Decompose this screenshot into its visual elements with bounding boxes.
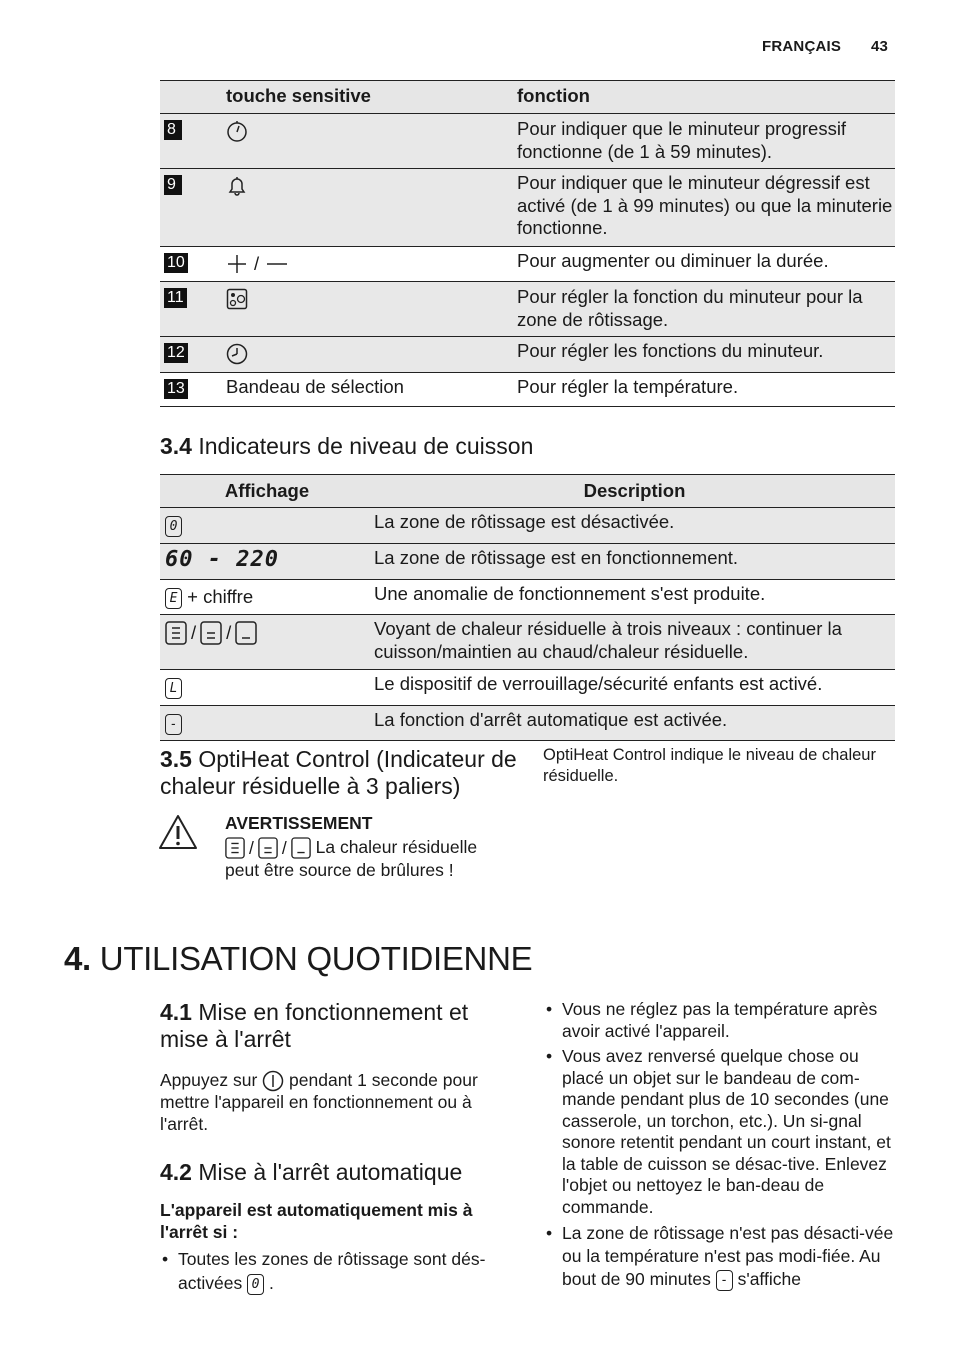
table-row	[160, 337, 895, 373]
residual-heat-icons: / /	[165, 621, 257, 645]
display-symbol: E	[165, 588, 182, 609]
section-3-5-text: OptiHeat Control indique le niveau de chaleur résiduelle.	[543, 746, 876, 785]
row-number: 12	[164, 343, 188, 363]
page-number: 43	[871, 38, 889, 55]
row-description: Voyant de chaleur résiduelle à trois niveaux : continuer la cuisson/maintien au chaud/chaleur résiduelle.	[374, 618, 842, 662]
list-item: • Vous ne réglez pas la température après avoir activé l'appareil.	[544, 999, 894, 1042]
chapter-title: UTILISATION QUOTIDIENNE	[99, 940, 533, 977]
stopwatch-icon	[226, 120, 517, 142]
power-button-icon	[262, 1070, 284, 1092]
section-title: OptiHeat Control (Indicateur de chaleur résiduelle à 3 paliers)	[160, 746, 517, 799]
section-title: Indicateurs de niveau de cuisson	[198, 433, 534, 459]
table-row	[160, 373, 895, 407]
display-symbol: -	[165, 714, 182, 735]
chapter-4-heading	[64, 940, 532, 978]
header-description: Description	[583, 480, 686, 501]
section-3-5-heading	[160, 746, 520, 800]
list-item: • La zone de rôtissage n'est pas désacti-vée ou la température n'est pas modi-fiée. Au bout de 90 minutes - s'affiche	[544, 1222, 894, 1291]
section-4-2-list	[160, 1247, 515, 1295]
table-row	[160, 247, 895, 282]
table-row	[160, 169, 895, 247]
warning-body	[225, 836, 515, 881]
row-number: 10	[164, 253, 188, 273]
chapter-number: 4.	[64, 940, 91, 977]
table-row	[160, 670, 895, 706]
row-description: La fonction d'arrêt automatique est activée.	[374, 709, 728, 730]
display-extra: + chiffre	[187, 586, 254, 607]
header-affichage: Affichage	[224, 480, 310, 501]
section-4-1-heading	[160, 999, 520, 1053]
table-header-row	[160, 475, 895, 508]
list-item: • Vous avez renversé quelque chose ou placé un objet sur le bandeau de com-mande pendant plus de 10 secondes (une casserole, un torchon, etc.). Un si-gnal sonore retentit pendant un court instant, et la table de cuisson se désac-tive. Enlevez l'objet ou nettoyez le ban-deau de commande.	[544, 1046, 894, 1218]
header-language: FRANÇAIS	[762, 38, 842, 55]
table-row	[160, 615, 895, 670]
row-function: Pour augmenter ou diminuer la durée.	[517, 250, 829, 271]
row-key-text: Bandeau de sélection	[226, 376, 404, 397]
table-row	[160, 544, 895, 580]
display-zero-icon: 0	[247, 1274, 264, 1295]
header-empty	[160, 81, 226, 114]
row-description: Le dispositif de verrouillage/sécurité enfants est activé.	[374, 673, 823, 694]
plus-minus-icon	[226, 253, 289, 275]
section-title: Mise en fonctionnement et mise à l'arrêt	[160, 999, 469, 1052]
table-row	[160, 706, 895, 741]
section-3-4-heading	[160, 433, 533, 460]
warning-triangle-icon	[158, 814, 198, 850]
section-number: 3.4	[160, 433, 192, 459]
bell-icon	[226, 175, 517, 197]
row-function: Pour indiquer que le minuteur progressif fonctionne (de 1 à 59 minutes).	[517, 118, 847, 162]
row-description: La zone de rôtissage est en fonctionnement.	[374, 547, 739, 568]
table-header-row	[160, 81, 895, 114]
section-title: Mise à l'arrêt automatique	[198, 1159, 463, 1185]
row-function: Pour régler la température.	[517, 376, 739, 397]
row-function: Pour régler la fonction du minuteur pour la zone de rôtissage.	[517, 286, 863, 330]
row-description: Une anomalie de fonctionnement s'est produite.	[374, 583, 766, 604]
row-number: 8	[164, 120, 182, 140]
row-description: La zone de rôtissage est désactivée.	[374, 511, 675, 532]
display-dash-icon: -	[716, 1270, 733, 1291]
display-symbol: 60 - 220	[165, 547, 279, 572]
clock-icon	[226, 343, 517, 365]
table-row	[160, 580, 895, 615]
table-row	[160, 114, 895, 169]
table-touches	[160, 80, 895, 407]
row-function: Pour régler les fonctions du minuteur.	[517, 340, 824, 361]
section-4-2-heading	[160, 1159, 462, 1186]
header-fonction: fonction	[517, 85, 590, 106]
table-indicateurs	[160, 474, 895, 741]
section-number: 4.1	[160, 999, 192, 1025]
header-touche: touche sensitive	[226, 85, 371, 106]
section-4-2-lead: L'appareil est automatiquement mis à l'arrêt si :	[160, 1200, 473, 1242]
separator-text: /	[254, 253, 260, 274]
warning-title: AVERTISSEMENT	[225, 813, 373, 833]
table-row	[160, 508, 895, 544]
section-number: 3.5	[160, 746, 192, 772]
display-symbol: 0	[165, 516, 182, 537]
display-symbol: L	[165, 678, 182, 699]
section-4-1-text: Appuyez sur pendant 1 seconde pour mettre l'appareil en fonctionnement ou à l'arrêt.	[160, 1070, 478, 1134]
table-row	[160, 282, 895, 337]
list-item: • Toutes les zones de rôtissage sont dés-activées 0 .	[160, 1247, 515, 1295]
section-number: 4.2	[160, 1159, 192, 1185]
zone-timer-icon	[226, 288, 517, 310]
warning-text: La chaleur résiduelle peut être source de brûlures !	[225, 837, 478, 881]
row-number: 11	[164, 288, 187, 308]
row-function: Pour indiquer que le minuteur dégressif est activé (de 1 à 99 minutes) ou que la minuterie fonctionne.	[517, 172, 893, 238]
right-column-list	[544, 999, 894, 1291]
row-number: 9	[164, 175, 182, 195]
residual-heat-icons: / /	[225, 837, 311, 859]
row-number: 13	[164, 379, 188, 399]
